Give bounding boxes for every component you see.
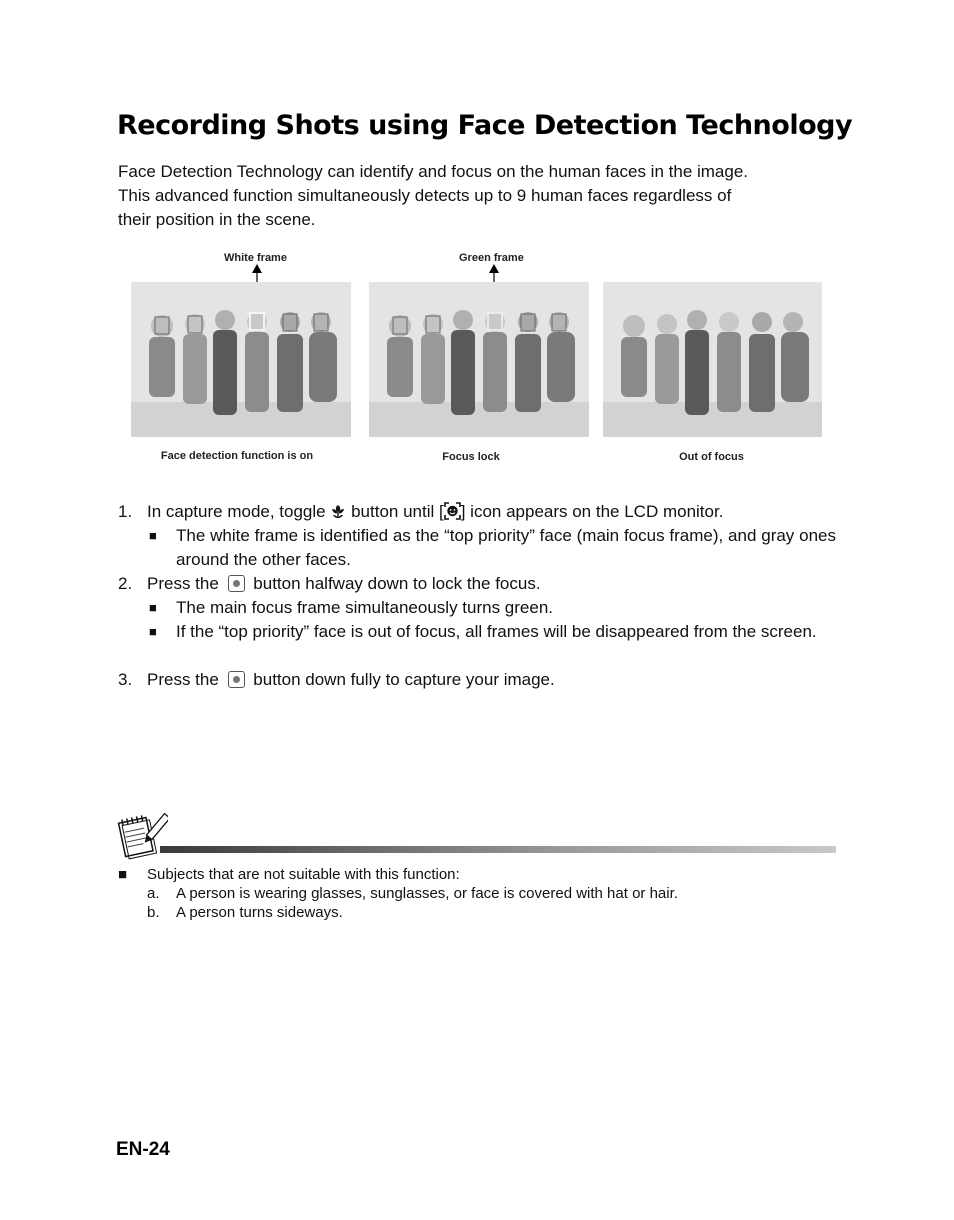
step-text-after: button halfway down to lock the focus. (253, 574, 541, 593)
bullet-square-icon: ■ (149, 624, 157, 639)
step-text-middle: button until [ (351, 502, 444, 521)
callout-green-frame: Green frame (459, 252, 524, 264)
step-text-after: ] icon appears on the LCD monitor. (460, 502, 724, 521)
note-divider (160, 846, 836, 853)
step-text (147, 668, 555, 692)
note-item-text: A person is wearing glasses, sunglasses, or face is covered with hat or hair. (176, 885, 678, 902)
intro-line: This advanced function simultaneously detects up to 9 human faces regardless of (118, 186, 732, 205)
intro-paragraph (118, 160, 838, 232)
caption-face-detection-on: Face detection function is on (160, 450, 314, 462)
caption-focus-lock: Focus lock (442, 451, 500, 463)
step-2 (0, 572, 954, 596)
step-text-before: In capture mode, toggle (147, 502, 326, 521)
shutter-button-icon (228, 671, 245, 688)
callout-white-frame: White frame (224, 252, 287, 264)
step-text (147, 572, 541, 596)
bullet-square-icon: ■ (149, 600, 157, 615)
step-text-before: Press the (147, 670, 219, 689)
photo-focus-lock (369, 282, 589, 437)
note-item-letter: a. (147, 885, 160, 902)
bullet-1 (0, 524, 954, 572)
photo-face-detection-on (131, 282, 351, 437)
step-number: 2. (118, 574, 133, 593)
note-lead: Subjects that are not suitable with this function: (147, 866, 460, 883)
bullet-text: The main focus frame simultaneously turns green. (176, 598, 554, 617)
page-number: EN-24 (116, 1139, 170, 1160)
step-3 (0, 668, 954, 692)
step-text-after: button down fully to capture your image. (253, 670, 555, 689)
step-text (147, 500, 723, 527)
bullet-square-icon: ■ (149, 528, 157, 543)
photo-out-of-focus (603, 282, 822, 437)
step-text-before: Press the (147, 574, 219, 593)
caption-out-of-focus: Out of focus (679, 451, 744, 463)
bullet-text: If the “top priority” face is out of focus, all frames will be disappeared from the screen. (176, 622, 817, 641)
step-number: 3. (118, 670, 133, 689)
note-bullet-square-icon: ■ (118, 866, 128, 883)
step-1 (0, 500, 954, 524)
bullet-2 (0, 596, 954, 620)
bullet-3 (0, 620, 954, 668)
note-item-text: A person turns sideways. (176, 904, 343, 921)
step-number: 1. (118, 502, 133, 521)
bullet-text: The white frame is identified as the “top priority” face (main focus frame), and gray ones around the other faces. (176, 526, 836, 569)
shutter-button-icon (228, 575, 245, 592)
page-title: Recording Shots using Face Detection Technology (117, 110, 853, 141)
intro-line: Face Detection Technology can identify and focus on the human faces in the image. (118, 162, 749, 181)
note-item-letter: b. (147, 904, 160, 921)
intro-line: their position in the scene. (118, 210, 316, 229)
